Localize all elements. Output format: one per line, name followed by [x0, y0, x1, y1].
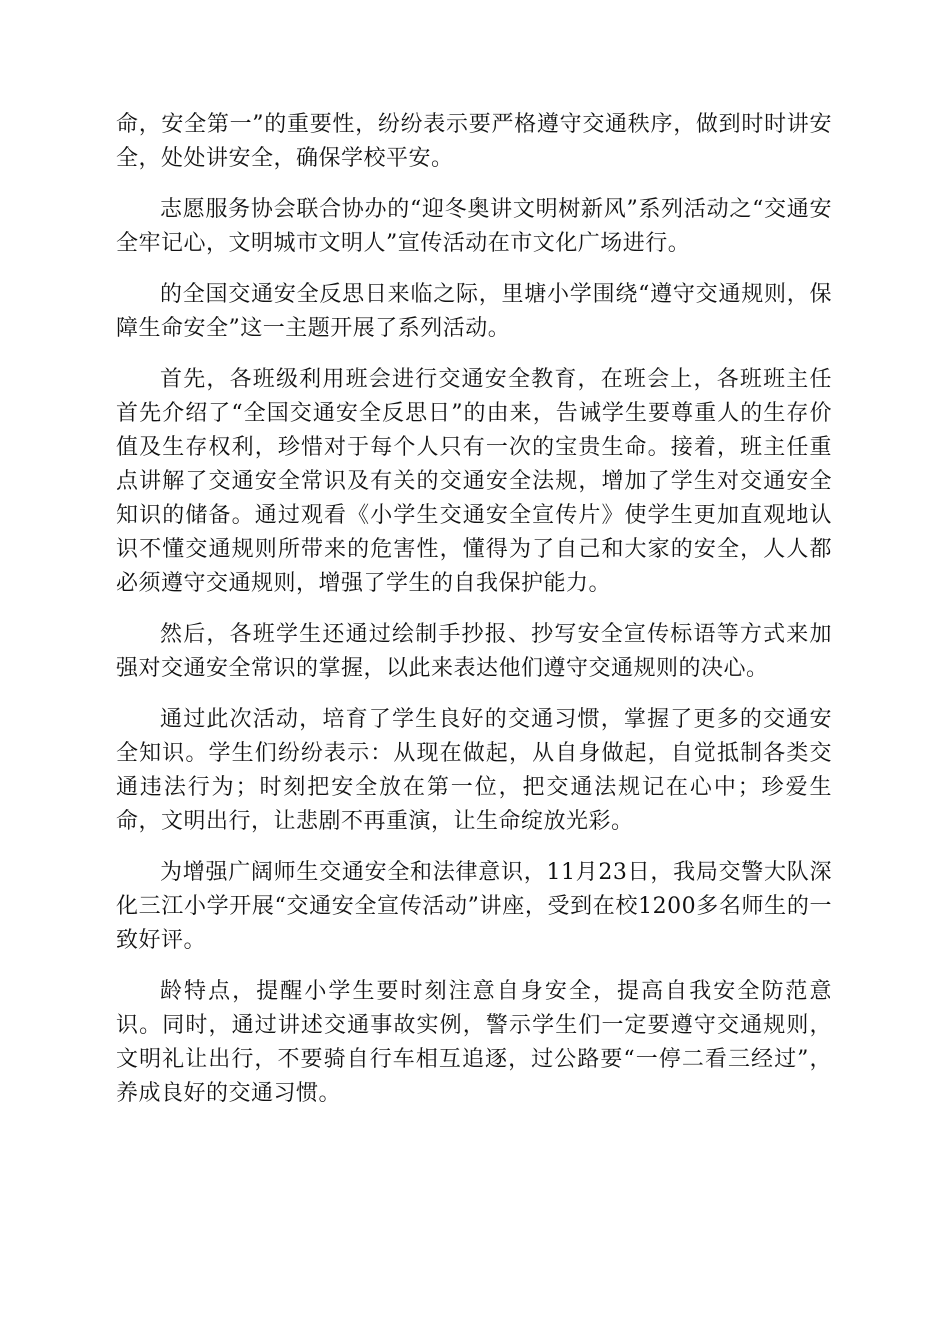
paragraph-4: 首先，各班级利用班会进行交通安全教育，在班会上，各班班主任首先介绍了“全国交通安全反思日”的由来，告诫学生要尊重人的生存价值及生存权利，珍惜对于每个人只有一次的宝贵生命。接着，班主任重点讲解了交通安全常识及有关的交通安全法规，增加了学生对交通安全知识的储备。通过观看《小学生交通安全宣传片》使学生更加直观地认识不懂交通规则所带来的危害性，懂得为了自己和大家的安全，人人都必须遵守交通规则，增强了学生的自我保护能力。	[116, 367, 832, 596]
paragraph-8: 龄特点，提醒小学生要时刻注意自身安全，提高自我安全防范意识。同时，通过讲述交通事故实例，警示学生们一定要遵守交通规则，文明礼让出行，不要骑自行车相互追逐，过公路要“一停二看三经过”，养成良好的交通习惯。	[116, 979, 832, 1106]
paragraph-1: 命，安全第一”的重要性，纷纷表示要严格遵守交通秩序，做到时时讲安全，处处讲安全，确保学校平安。	[116, 112, 832, 171]
paragraph-6: 通过此次活动，培育了学生良好的交通习惯，掌握了更多的交通安全知识。学生们纷纷表示：从现在做起，从自身做起，自觉抵制各类交通违法行为；时刻把安全放在第一位，把交通法规记在心中；珍爱生命，文明出行，让悲剧不再重演，让生命绽放光彩。	[116, 707, 832, 834]
paragraph-3: 的全国交通安全反思日来临之际，里塘小学围绕“遵守交通规则，保障生命安全”这一主题开展了系列活动。	[116, 282, 832, 341]
document-body	[116, 108, 832, 1128]
paragraph-5: 然后，各班学生还通过绘制手抄报、抄写安全宣传标语等方式来加强对交通安全常识的掌握，以此来表达他们遵守交通规则的决心。	[116, 622, 832, 681]
paragraph-7: 为增强广阔师生交通安全和法律意识，11月23日，我局交警大队深化三江小学开展“交通安全宣传活动”讲座，受到在校1200多名师生的一致好评。	[116, 860, 832, 953]
paragraph-2: 志愿服务协会联合协办的“迎冬奥讲文明树新风”系列活动之“交通安全牢记心，文明城市文明人”宣传活动在市文化广场进行。	[116, 197, 832, 256]
